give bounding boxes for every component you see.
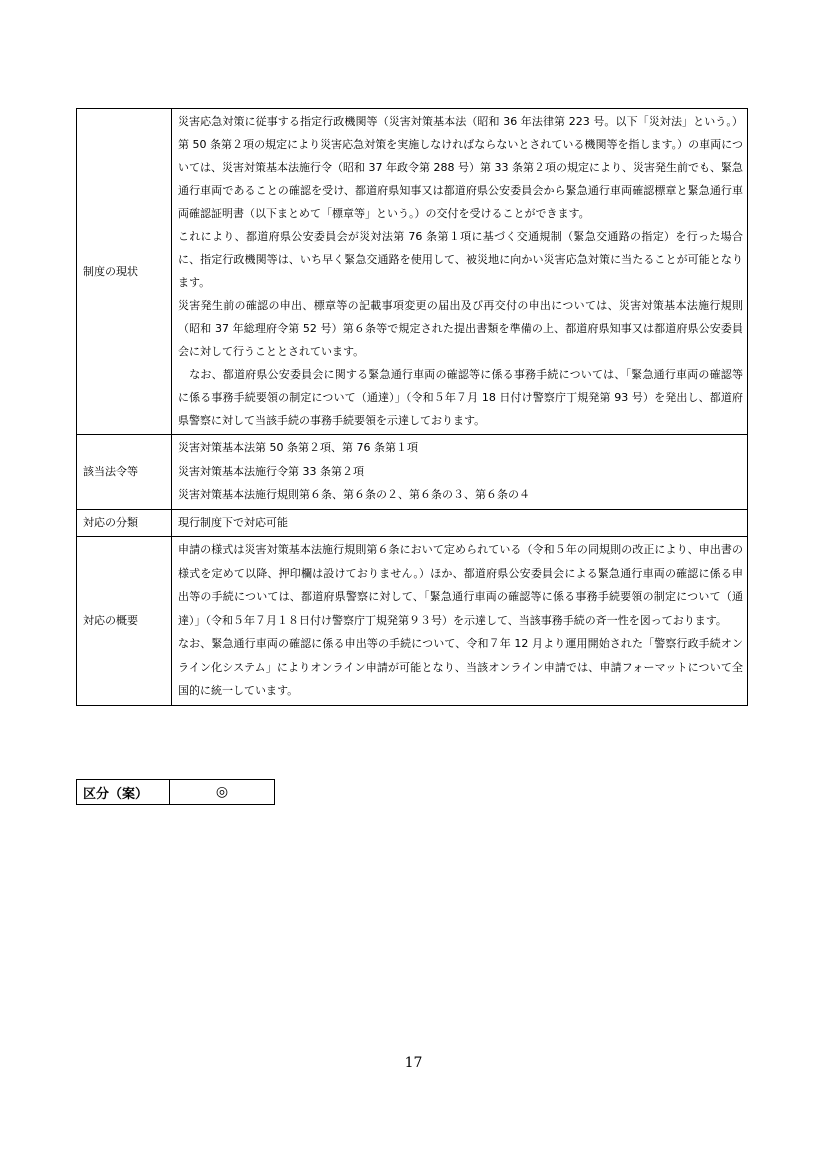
classification-label: 区分（案） xyxy=(77,780,170,805)
paragraph: なお、都道府県公安委員会に関する緊急通行車両の確認等に係る事務手続については、「緊急通行車両の確認等に係る事務手続要領の制定について（通達）」（令和５年７月 18 日付け警察庁丁規発第 93 号）を発出し、都道府県警察に対して当該手続の事務手続要領を示達しております。 xyxy=(178,368,743,427)
table-row-response-summary xyxy=(77,537,748,706)
paragraph: 災害応急対策に従事する指定行政機関等（災害対策基本法（昭和 36 年法律第 223 号。以下「災対法」という。）第 50 条第２項の規定により災害応急対策を実施しなければならないとされている機関等を指します。）の車両については、災害対策基本法施行令（昭和 37 年政令第 288 号）第 33 条第２項の規定により、災害発生前でも、緊急通行車両であることの確認を受け、都道府県知事又は都道府県公安委員会から緊急通行車両確認標章と緊急通行車両確認証明書（以下まとめて「標章等」という。）の交付を受けることができます。 xyxy=(178,115,743,220)
row-label-response-summary: 対応の概要 xyxy=(77,537,172,706)
paragraph: 現行制度下で対応可能 xyxy=(178,515,288,529)
classification-value: ◎ xyxy=(170,780,275,805)
table-row-current-system xyxy=(77,109,748,435)
table-row-applicable-laws xyxy=(77,435,748,510)
paragraph: 災害発生前の確認の申出、標章等の記載事項変更の届出及び再交付の申出については、災害対策基本法施行規則（昭和 37 年総理府令第 52 号）第６条等で規定された提出書類を準備の上、都道府県知事又は都道府県公安委員会に対して行うこととされています。 xyxy=(178,299,743,358)
paragraph: なお、緊急通行車両の確認に係る申出等の手続について、令和７年 12 月より運用開始された「警察行政手続オンライン化システム」によりオンライン申請が可能となり、当該オンライン申請では、申請フォーマットについて全国的に統一しています。 xyxy=(178,637,743,697)
paragraph: 災害対策基本法施行規則第６条、第６条の２、第６条の３、第６条の４ xyxy=(178,488,530,501)
paragraph: 災害対策基本法施行令第 33 条第２項 xyxy=(178,464,364,478)
response-table xyxy=(76,108,748,706)
classification-box xyxy=(76,779,275,805)
paragraph: 災害対策基本法第 50 条第２項、第 76 条第１項 xyxy=(178,441,418,454)
row-content-response-summary xyxy=(172,537,748,706)
row-content-current-system xyxy=(172,109,748,435)
row-label-response-category: 対応の分類 xyxy=(77,509,172,537)
paragraph: 申請の様式は災害対策基本法施行規則第６条において定められている（令和５年の同規則の改正により、申出書の様式を定めて以降、押印欄は設けておりません。）ほか、都道府県公安委員会による緊急通行車両の確認に係る申出等の手続については、都道府県警察に対して、「緊急通行車両の確認等に係る事務手続要領の制定について（通達）」（令和５年７月１８日付け警察庁丁規発第９３号）を示達して、当該事務手続の斉一性を図っております。 xyxy=(178,543,743,627)
page-number: 17 xyxy=(404,1055,423,1071)
row-label-applicable-laws: 該当法令等 xyxy=(77,435,172,510)
table-row-response-category xyxy=(77,509,748,537)
paragraph: これにより、都道府県公安委員会が災対法第 76 条第１項に基づく交通規制（緊急交通路の指定）を行った場合に、指定行政機関等は、いち早く緊急交通路を使用して、被災地に向かい災害応急対策に当たることが可能となります。 xyxy=(178,230,743,289)
row-content-applicable-laws xyxy=(172,435,748,510)
row-content-response-category xyxy=(172,509,748,537)
row-label-current-system: 制度の現状 xyxy=(77,109,172,435)
